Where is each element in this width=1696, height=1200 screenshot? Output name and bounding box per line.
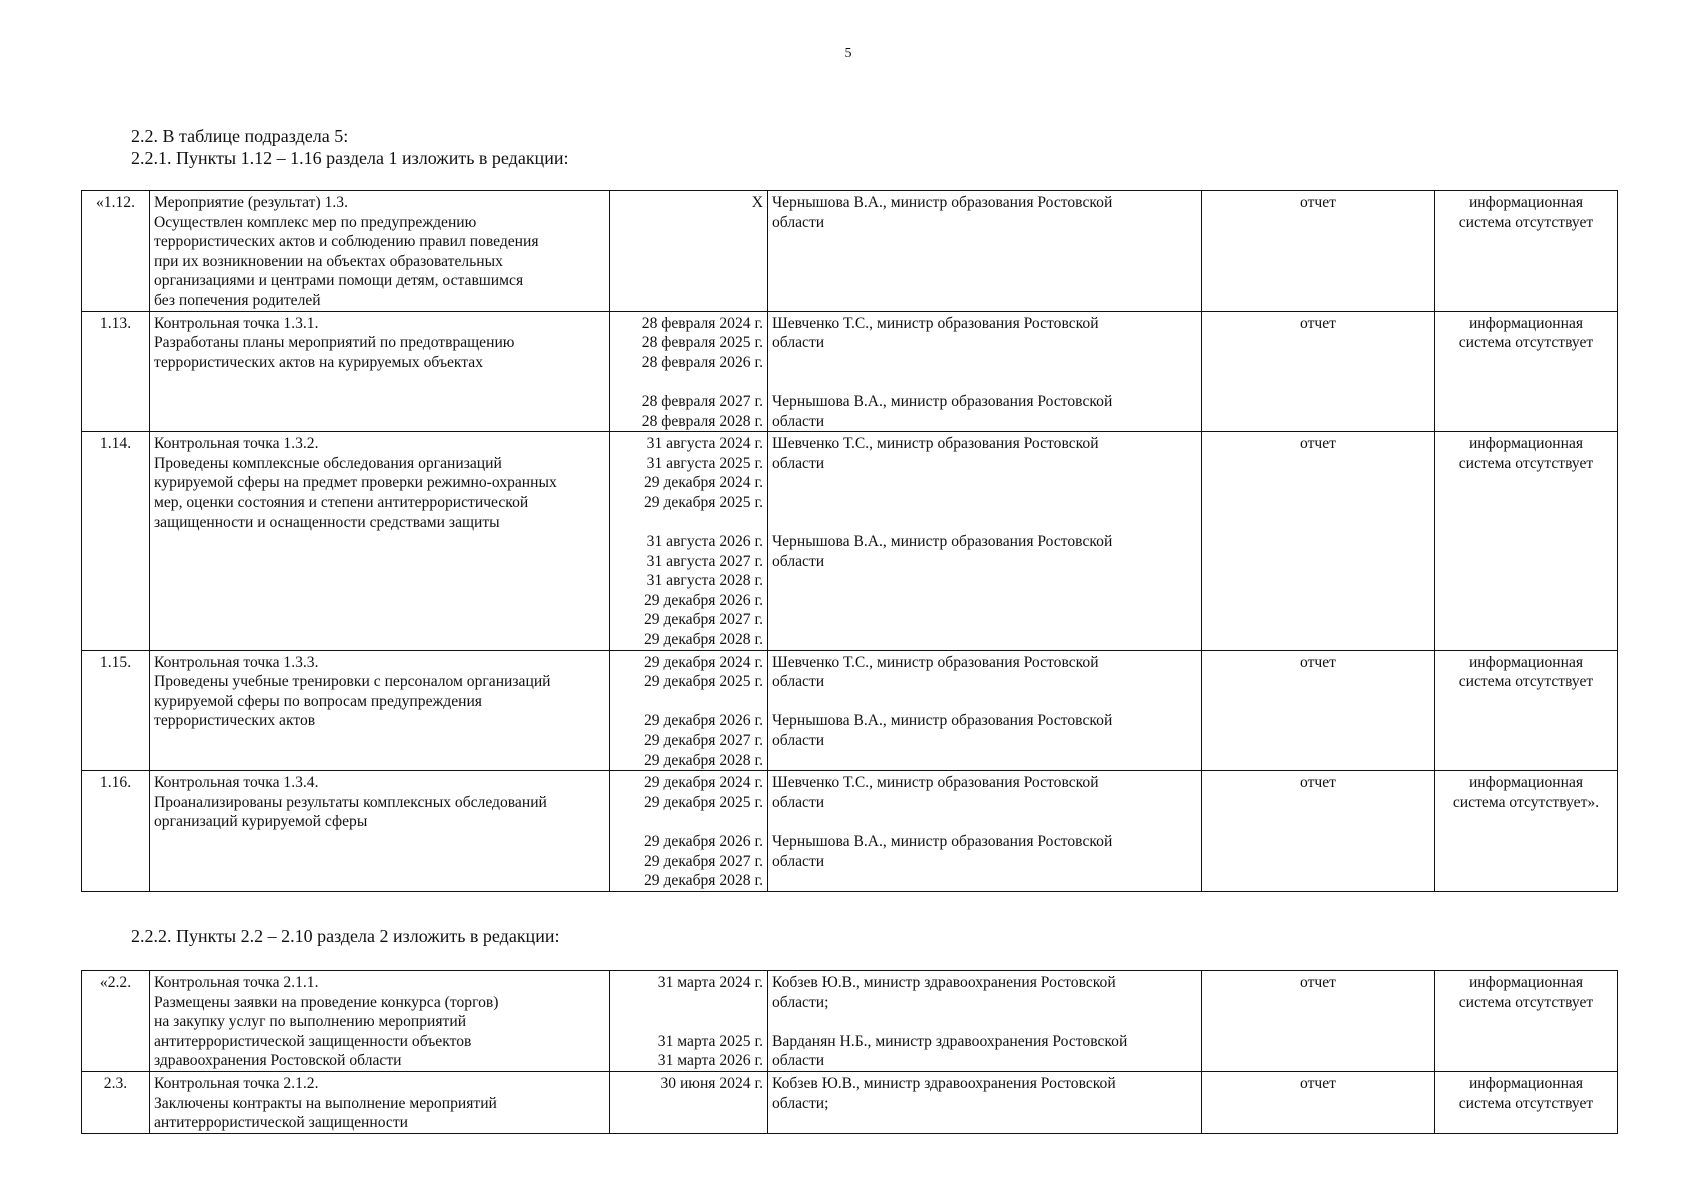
cell-line: Контрольная точка 1.3.3. — [154, 653, 319, 671]
description-cell — [150, 771, 610, 892]
cell-line: здравоохранения Ростовской области — [154, 1052, 402, 1070]
cell-line: области — [772, 1052, 825, 1070]
cell-line: информационная — [1468, 1074, 1584, 1092]
cell-line: Шевченко Т.С., министр образования Ростовской — [772, 435, 1099, 453]
cell-line: система отсутствует — [1458, 673, 1594, 691]
cell-line: 28 февраля 2024 г. — [641, 314, 763, 332]
table-section-1 — [81, 190, 1618, 892]
document-type-cell: отчет — [1202, 432, 1435, 651]
cell-line: система отсутствует — [1458, 1094, 1594, 1112]
description-cell — [150, 432, 610, 651]
info-system-cell — [1435, 432, 1618, 651]
cell-line: 28 февраля 2026 г. — [641, 353, 763, 371]
cell-line — [772, 353, 1197, 373]
cell-line: 31 августа 2027 г. — [646, 552, 763, 570]
cell-line: 29 декабря 2024 г. — [643, 474, 763, 492]
cell-line: 31 августа 2025 г. — [646, 454, 763, 472]
info-system-cell — [1435, 311, 1618, 432]
cell-line: 29 декабря 2024 г. — [643, 653, 763, 671]
cell-line: 31 августа 2026 г. — [646, 533, 763, 551]
cell-line: 29 декабря 2027 г. — [643, 852, 763, 870]
cell-line: 29 декабря 2026 г. — [643, 712, 763, 730]
cell-line: 29 декабря 2024 г. — [643, 774, 763, 792]
responsible-cell — [768, 971, 1202, 1072]
cell-line: области — [772, 852, 825, 870]
dates-cell — [610, 650, 768, 771]
description-cell — [150, 650, 610, 771]
table-row — [82, 311, 1618, 432]
cell-line: курируемой сферы по вопросам предупреждения — [154, 692, 482, 710]
cell-line: 29 декабря 2028 г. — [643, 872, 763, 890]
cell-line: 29 декабря 2028 г. — [643, 631, 763, 649]
cell-line: информационная — [1468, 974, 1584, 991]
description-cell — [150, 1071, 610, 1133]
cell-line — [772, 473, 1197, 493]
cell-line: система отсутствует — [1458, 454, 1594, 472]
cell-line: информационная — [1468, 314, 1584, 332]
cell-line: на закупку услуг по выполнению мероприятий — [154, 1013, 467, 1031]
document-type-cell: отчет — [1202, 650, 1435, 771]
cell-line: 29 декабря 2025 г. — [643, 673, 763, 691]
cell-line: без попечения родителей — [154, 291, 321, 309]
dates-cell — [610, 191, 768, 312]
section-heading: 2.2. В таблице подраздела 5: — [131, 126, 349, 146]
cell-line: Чернышова В.А., министр образования Ростовской — [772, 194, 1113, 211]
cell-line: Контрольная точка 2.1.2. — [154, 1074, 319, 1092]
cell-line: защищенности и оснащенности средствами защиты — [154, 513, 500, 531]
cell-line: информационная — [1468, 194, 1584, 211]
cell-line: области — [772, 673, 825, 691]
responsible-cell — [768, 311, 1202, 432]
cell-line: Контрольная точка 2.1.1. — [154, 974, 319, 991]
cell-line: при их возникновении на объектах образовательных — [154, 252, 503, 270]
description-cell — [150, 311, 610, 432]
cell-line: области — [772, 732, 825, 750]
description-cell — [150, 191, 610, 312]
info-system-cell — [1435, 971, 1618, 1072]
cell-line: антитеррористической защищенности — [154, 1114, 408, 1132]
info-system-cell — [1435, 650, 1618, 771]
cell-line: курируемой сферы на предмет проверки режимно-охранных — [154, 474, 557, 492]
dates-cell — [610, 432, 768, 651]
cell-line: области — [772, 793, 825, 811]
cell-line: информационная — [1468, 653, 1584, 671]
cell-line: X — [751, 194, 763, 211]
table-row — [82, 1071, 1618, 1133]
document-type-cell: отчет — [1202, 311, 1435, 432]
cell-line: Проведены учебные тренировки с персоналом организаций — [154, 673, 551, 691]
cell-line: области; — [772, 993, 829, 1011]
cell-line: Проанализированы результаты комплексных обследований — [154, 793, 547, 811]
row-number-cell: 1.13. — [82, 311, 150, 432]
cell-line: Заключены контракты на выполнение мероприятий — [154, 1094, 497, 1112]
cell-line: 31 августа 2024 г. — [646, 435, 763, 453]
document-type-cell: отчет — [1202, 971, 1435, 1072]
cell-line: Чернышова В.А., министр образования Ростовской — [772, 392, 1113, 410]
cell-line: террористических актов на курируемых объектах — [154, 353, 484, 371]
table-row — [82, 971, 1618, 1072]
table-row — [82, 771, 1618, 892]
cell-line: система отсутствует — [1458, 213, 1594, 231]
cell-line: 31 марта 2025 г. — [657, 1032, 763, 1050]
cell-line: система отсутствует — [1458, 993, 1594, 1011]
row-number-cell: 1.14. — [82, 432, 150, 651]
cell-line: 29 декабря 2025 г. — [643, 793, 763, 811]
responsible-cell — [768, 432, 1202, 651]
info-system-cell — [1435, 191, 1618, 312]
row-number-cell: 2.3. — [82, 1071, 150, 1133]
table-body — [82, 971, 1618, 1134]
cell-line: система отсутствует». — [1452, 793, 1600, 811]
cell-line: области — [772, 334, 825, 352]
cell-line: 29 декабря 2025 г. — [643, 493, 763, 511]
cell-line: 31 марта 2024 г. — [657, 974, 763, 991]
cell-line — [614, 812, 763, 832]
cell-line: террористических актов — [154, 712, 316, 730]
table-body — [82, 191, 1618, 892]
cell-line: 29 декабря 2026 г. — [643, 833, 763, 850]
dates-cell — [610, 971, 768, 1072]
page-number: 5 — [844, 46, 852, 61]
cell-line: 29 декабря 2027 г. — [643, 611, 763, 629]
table-row — [82, 191, 1618, 312]
cell-line: Мероприятие (результат) 1.3. — [154, 194, 348, 211]
cell-line: области — [772, 213, 825, 231]
cell-line: информационная — [1468, 435, 1584, 453]
subsection-heading-1: 2.2.1. Пункты 1.12 – 1.16 раздела 1 изложить в редакции: — [131, 148, 569, 168]
row-number-cell: «2.2. — [82, 971, 150, 1072]
cell-line: области — [772, 454, 825, 472]
cell-line: 29 декабря 2028 г. — [643, 751, 763, 769]
cell-line: 30 июня 2024 г. — [660, 1074, 763, 1092]
cell-line: Контрольная точка 1.3.1. — [154, 314, 319, 332]
responsible-cell — [768, 1071, 1202, 1133]
cell-line — [614, 513, 763, 533]
cell-line: Шевченко Т.С., министр образования Ростовской — [772, 314, 1099, 332]
cell-line: Кобзев Ю.В., министр здравоохранения Ростовской — [772, 1074, 1116, 1092]
cell-line: Контрольная точка 1.3.4. — [154, 774, 319, 792]
cell-line: Разработаны планы мероприятий по предотвращению — [154, 334, 515, 352]
cell-line: 28 февраля 2027 г. — [641, 392, 763, 410]
cell-line — [614, 692, 763, 712]
document-type-cell: отчет — [1202, 771, 1435, 892]
cell-line — [772, 513, 1197, 533]
row-number-cell: 1.16. — [82, 771, 150, 892]
cell-line: Размещены заявки на проведение конкурса (торгов) — [154, 993, 499, 1011]
cell-line: мер, оценки состояния и степени антитеррористической — [154, 493, 529, 511]
cell-line: Чернышова В.А., министр образования Ростовской — [772, 533, 1113, 551]
cell-line — [614, 372, 763, 392]
cell-line: Шевченко Т.С., министр образования Ростовской — [772, 653, 1099, 671]
cell-line: организациями и центрами помощи детям, оставшимся — [154, 272, 524, 290]
cell-line: Кобзев Ю.В., министр здравоохранения Ростовской — [772, 974, 1116, 991]
cell-line: Проведены комплексные обследования организаций — [154, 454, 502, 472]
cell-line: организаций курируемой сферы — [154, 813, 368, 831]
cell-line: 28 февраля 2028 г. — [641, 412, 763, 430]
cell-line: Осуществлен комплекс мер по предупреждению — [154, 213, 477, 231]
cell-line: области; — [772, 1094, 829, 1112]
description-cell — [150, 971, 610, 1072]
cell-line — [772, 372, 1197, 392]
dates-cell — [610, 1071, 768, 1133]
responsible-cell — [768, 191, 1202, 312]
document-type-cell: отчет — [1202, 1071, 1435, 1133]
info-system-cell — [1435, 1071, 1618, 1133]
cell-line: 31 августа 2028 г. — [646, 572, 763, 590]
cell-line: области — [772, 552, 825, 570]
cell-line: антитеррористической защищенности объектов — [154, 1032, 472, 1050]
cell-line: Чернышова В.А., министр образования Ростовской — [772, 712, 1113, 730]
row-number-cell: «1.12. — [82, 191, 150, 312]
cell-line — [772, 812, 1197, 832]
dates-cell — [610, 771, 768, 892]
cell-line — [614, 1012, 763, 1032]
cell-line: Варданян Н.Б., министр здравоохранения Ростовской — [772, 1032, 1128, 1050]
responsible-cell — [768, 650, 1202, 771]
cell-line: Чернышова В.А., министр образования Ростовской — [772, 833, 1113, 850]
row-number-cell: 1.15. — [82, 650, 150, 771]
cell-line — [772, 493, 1197, 513]
cell-line — [614, 993, 763, 1013]
cell-line: террористических актов и соблюдению правил поведения — [154, 233, 539, 251]
cell-line: Контрольная точка 1.3.2. — [154, 435, 319, 453]
dates-cell — [610, 311, 768, 432]
cell-line: Шевченко Т.С., министр образования Ростовской — [772, 774, 1099, 792]
subsection-heading-2: 2.2.2. Пункты 2.2 – 2.10 раздела 2 изложить в редакции: — [131, 926, 560, 946]
cell-line: области — [772, 412, 825, 430]
cell-line: 31 марта 2026 г. — [657, 1052, 763, 1070]
table-section-2 — [81, 970, 1618, 1134]
cell-line: 29 декабря 2026 г. — [643, 591, 763, 609]
table-row — [82, 650, 1618, 771]
cell-line: система отсутствует — [1458, 334, 1594, 352]
document-type-cell: отчет — [1202, 191, 1435, 312]
cell-line — [772, 1012, 1197, 1032]
cell-line: 28 февраля 2025 г. — [641, 334, 763, 352]
cell-line: 29 декабря 2027 г. — [643, 732, 763, 750]
cell-line: информационная — [1468, 774, 1584, 792]
cell-line — [772, 692, 1197, 712]
info-system-cell — [1435, 771, 1618, 892]
responsible-cell — [768, 771, 1202, 892]
table-row — [82, 432, 1618, 651]
